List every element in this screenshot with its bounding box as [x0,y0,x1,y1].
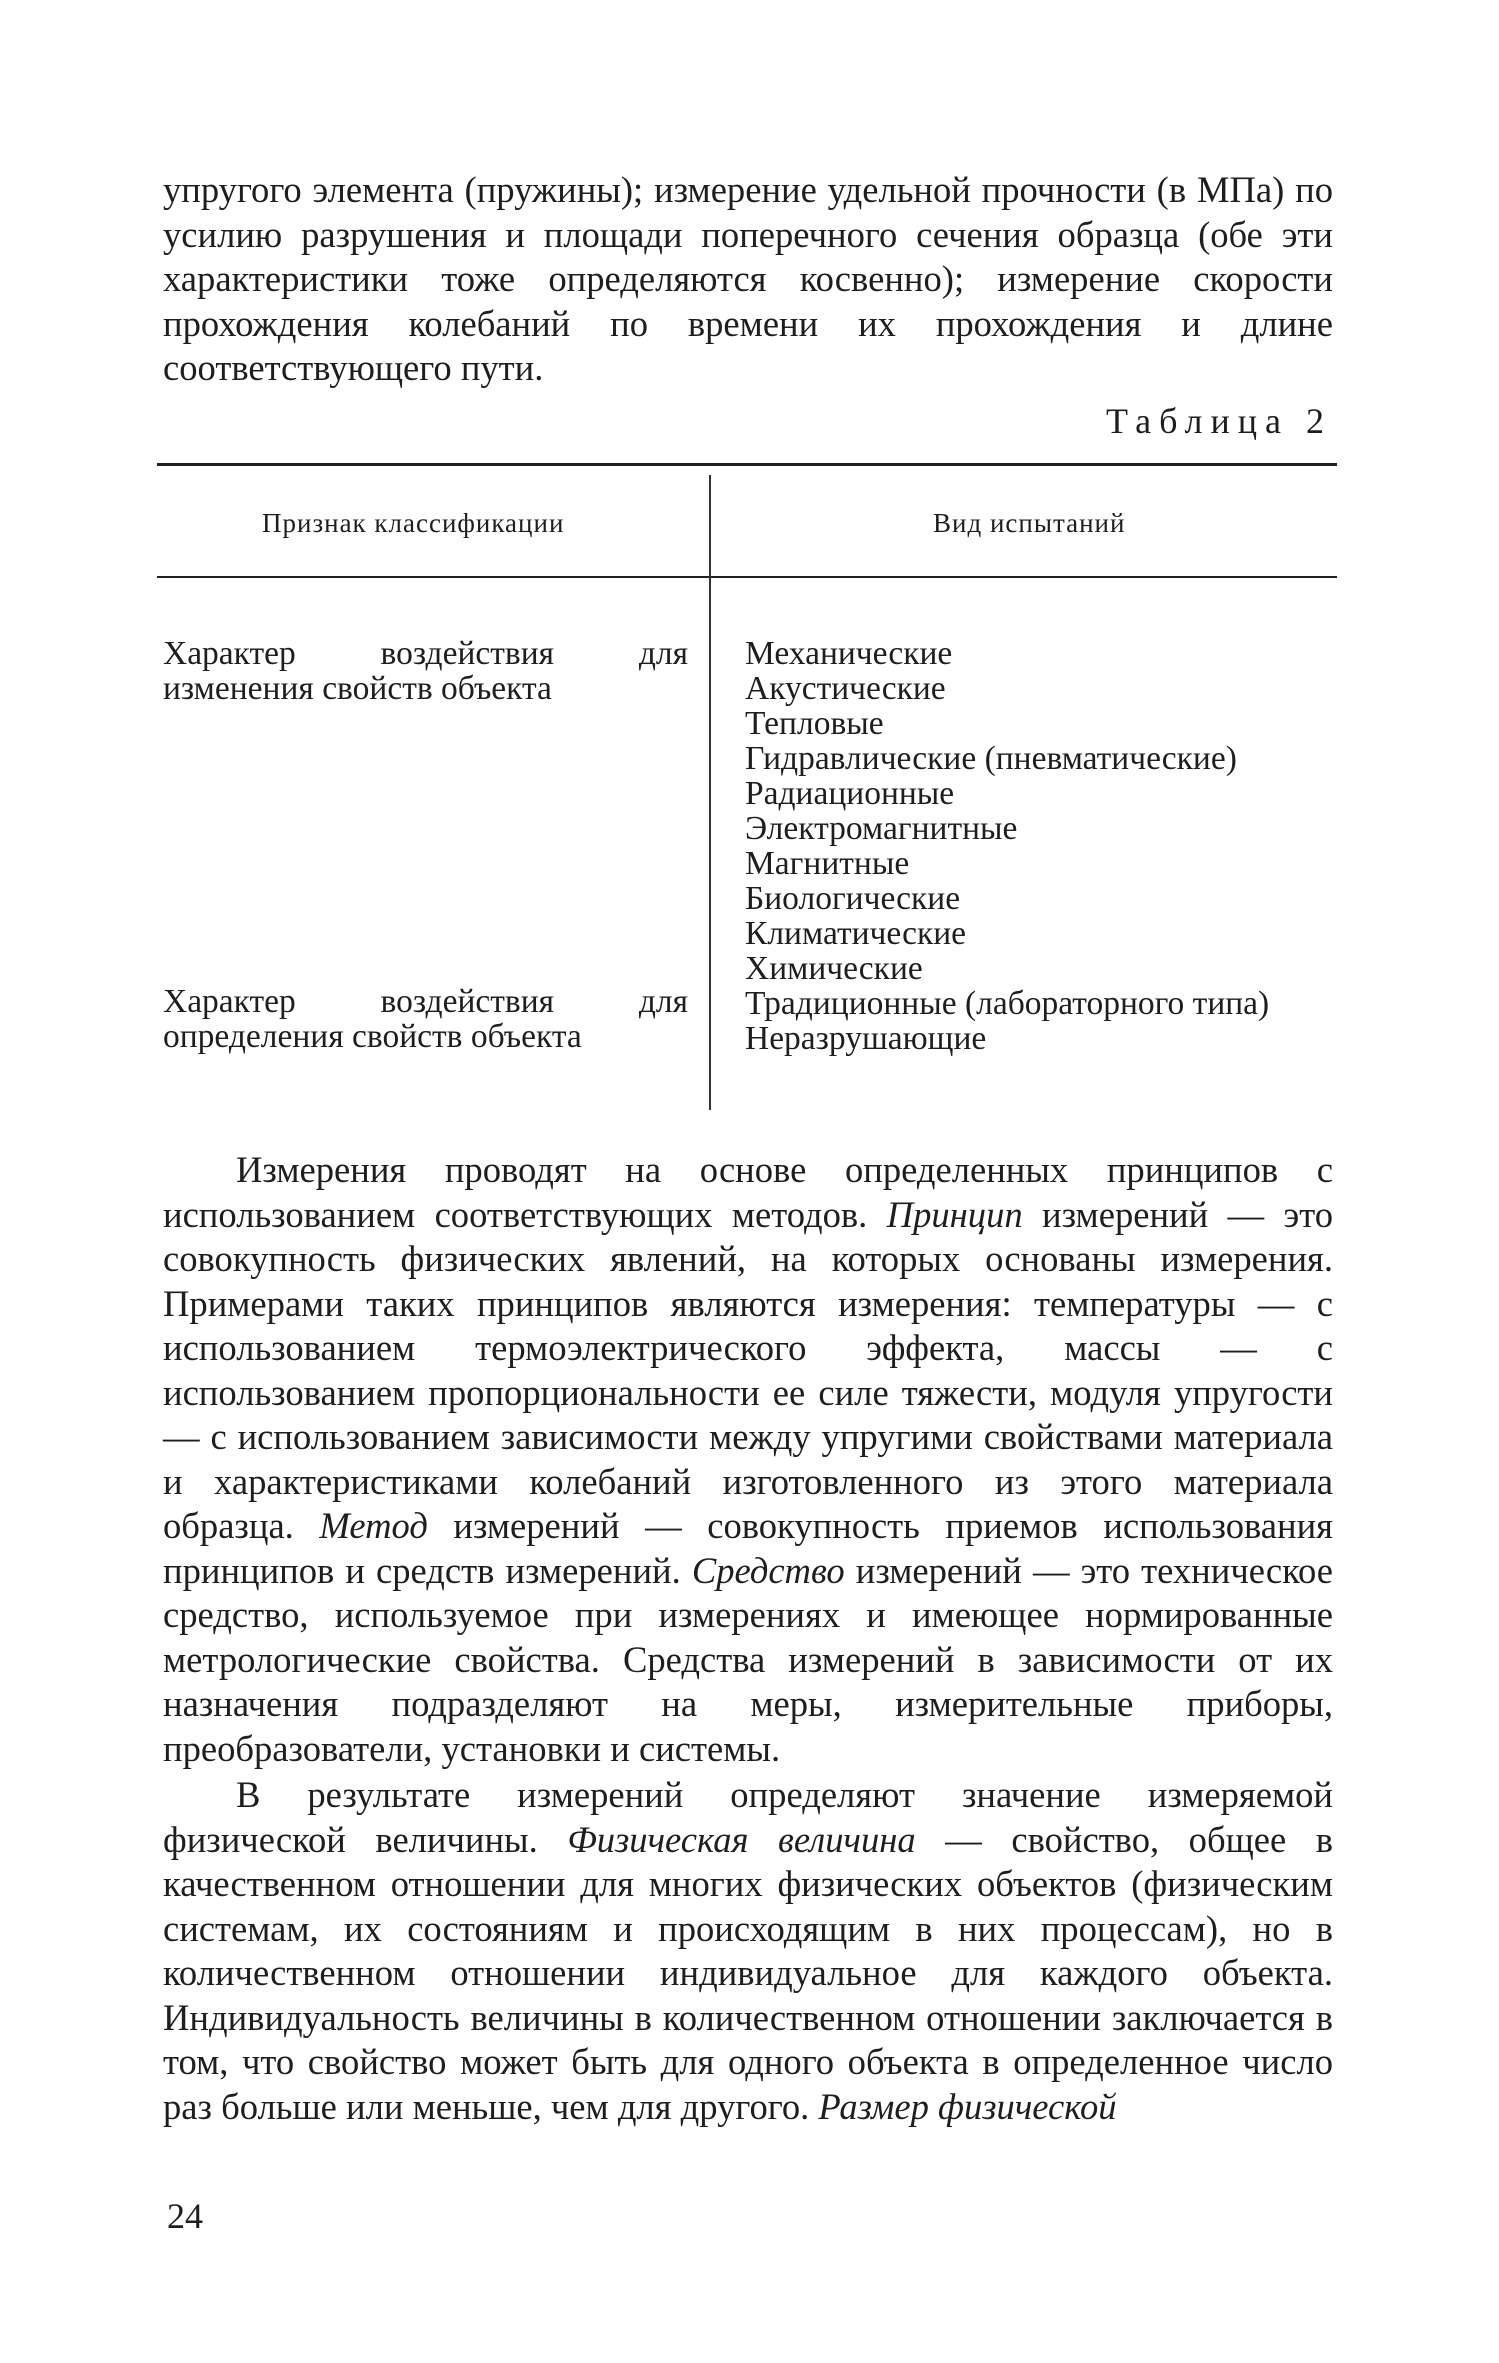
term-means: Средство [691,1549,845,1591]
table-kind-item: Климатические [745,915,967,952]
term-physical-size: Размер физической [818,2085,1117,2127]
table-top-rule [157,463,1337,466]
term-method: Метод [319,1505,428,1546]
text-run: — свойство, общее в качественном отношении для многих физических объектов (физическим системам, их состояниям и происходящим в них процессам), но в количественном отношении индивидуальное для каждого объекта. Индивидуальность величины в количественном отношении заключается в том, что свойство может быть для одного объекта в определенное число раз больше или меньше, чем для другого. [163,1818,1334,2127]
table-cell-criterion-1: Характер воздействия для изменения свойств объекта [163,635,688,707]
page-number: 24 [167,2196,203,2236]
term-physical-quantity: Физическая величина [567,1818,916,1860]
text-run: измерений — совокупность приемов использования принципов и средств измерений. [163,1505,1333,1591]
table-header-rule [157,576,1337,578]
text-run: В результате измерений определяют значение измеряемой физической величины. [163,1774,1333,1860]
table-caption: Таблица 2 [1106,401,1332,441]
table-cell-criterion-2: Характер воздействия для определения свойств объекта [163,983,688,1055]
table-kind-item: Магнитные [745,845,910,882]
table-header-criterion: Признак классификации [262,508,565,538]
table-header-kind: Вид испытаний [933,508,1126,538]
text-run: измерений — это совокупность физических явлений, на которых основаны измерения. Примерами таких принципов являются измерения: температуры — с использованием термоэлектрического эффекта, массы — с использованием пропорциональности ее силе тяжести, модуля упругости — с использованием зависимости между упругими свойствами материала и характеристиками колебаний изготовленного из этого материала образца. [163,1193,1333,1546]
table-kind-item: Акустические [745,670,946,707]
body-paragraph-1 [163,1148,1333,1771]
text-run: Измерения проводят на основе определенных принципов с использованием соответствующих методов. [163,1149,1333,1235]
table-kind-item: Биологические [745,880,961,917]
table-kinds-list [745,636,1335,1056]
table-kind-item: Химические [745,950,923,987]
term-principle: Принцип [886,1193,1023,1235]
table-kind-item: Радиационные [745,775,955,812]
table-kind-item: Тепловые [745,705,884,742]
table-kind-item: Электромагнитные [745,810,1018,847]
table-column-divider [709,475,711,1110]
text-run: измерений — это техническое средство, используемое при измерениях и имеющее нормированные метрологические свойства. Средства измерений в зависимости от их назначения подразделяют на меры, измерительные приборы, преобразователи, установки и системы. [163,1549,1333,1769]
table-kind-item: Неразрушающие [745,1020,987,1057]
table-kind-item: Механические [745,635,953,672]
intro-paragraph: упругого элемента (пружины); измерение удельной прочности (в МПа) по усилию разрушения и площади поперечного сечения образца (обе эти характеристики тоже определяются косвенно); измерение скорости прохождения колебаний по времени их прохождения и длине соответствующего пути. [163,169,1333,388]
table-kind-item: Традиционные (лабораторного типа) [745,985,1270,1022]
table-kind-item: Гидравлические (пневматические) [745,740,1237,777]
body-paragraph-2 [163,1773,1333,2129]
